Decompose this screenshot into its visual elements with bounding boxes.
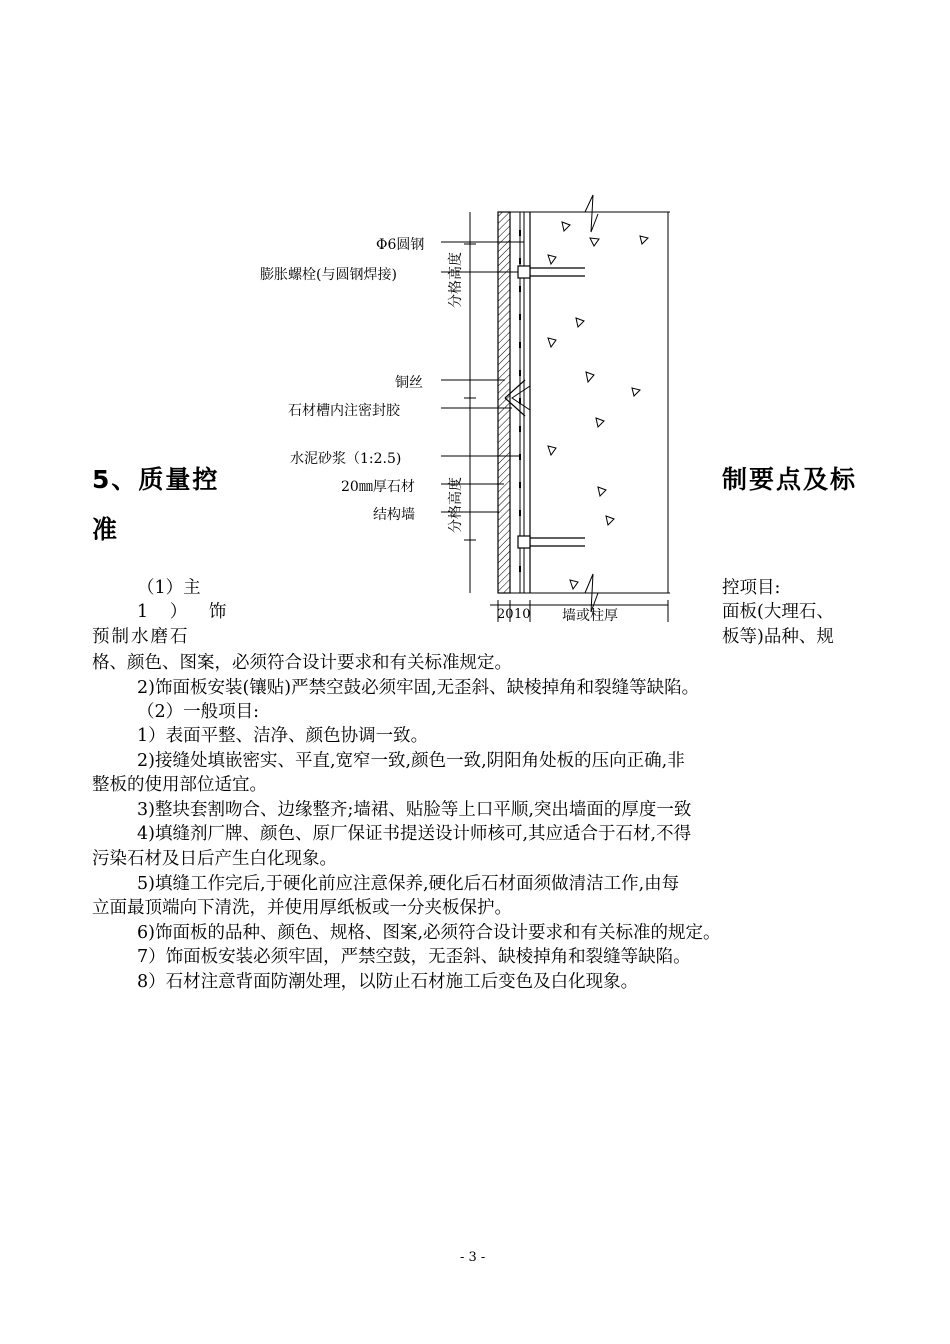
stone-cladding-section-diagram [0,0,950,640]
section-heading-right: 制要点及标 [722,465,858,494]
item1-right: 面板(大理石、 [722,602,834,622]
text-line: 污染石材及日后产生白化现象。 [92,849,337,869]
text-line: 2)饰面板安装(镶贴)严禁空鼓必须牢固,无歪斜、缺棱掉角和裂缝等缺陷。 [137,678,700,698]
text-line: 8）石材注意背面防潮处理，以防止石材施工后变色及白化现象。 [137,972,639,992]
item1b-left: 预制水磨石 [92,627,190,647]
text-line: 1）表面平整、洁净、颜色协调一致。 [137,726,429,746]
page-number: - 3 - [460,1250,486,1265]
text-line: （2）一般项目: [137,702,260,722]
main-items-left: （1）主 [137,578,201,598]
text-line: 4)填缝剂厂牌、颜色、原厂保证书提送设计师核可,其应适合于石材,不得 [137,824,692,844]
dimension-10: 10 [514,607,531,622]
text-line: 2)接缝处填嵌密实、平直,宽窄一致,颜色一致,阴阳角处板的压向正确,非 [137,751,685,771]
dimension-wall-label: 墙或柱厚 [562,608,618,624]
text-line: 立面最顶端向下清洗，并使用厚纸板或一分夹板保护。 [92,898,512,918]
section-heading-left: 5、质量控 [92,465,220,494]
text-line: 7）饰面板安装必须牢固，严禁空鼓，无歪斜、缺棱掉角和裂缝等缺陷。 [137,947,691,967]
label-wire: 铜丝 [395,375,423,391]
dimension-lower-label: 分格高度 [448,477,464,533]
dimension-20: 20 [497,607,514,622]
label-sealant: 石材槽内注密封胶 [288,403,400,419]
text-line: 整板的使用部位适宜。 [92,775,267,795]
label-mortar: 水泥砂浆（1:2.5) [290,451,402,467]
item1-left: 1 ） 饰 [137,602,235,622]
section-heading-continued: 准 [92,515,120,544]
label-bolt: 膨胀螺栓(与圆钢焊接) [260,267,397,283]
text-line: 3)整块套割吻合、边缘整齐;墙裙、贴脸等上口平顺,突出墙面的厚度一致 [137,800,692,820]
label-stone: 20㎜厚石材 [341,479,415,495]
label-wall: 结构墙 [373,507,415,523]
dimension-upper-label: 分格高度 [448,252,464,308]
text-line: 格、颜色、图案，必须符合设计要求和有关标准规定。 [92,653,512,673]
item1b-right: 板等)品种、规 [722,627,834,647]
text-line: 5)填缝工作完后,于硬化前应注意保养,硬化后石材面须做清洁工作,由每 [137,874,680,894]
main-items-right: 控项目: [722,578,781,598]
text-line: 6)饰面板的品种、颜色、规格、图案,必须符合设计要求和有关标准的规定。 [137,923,721,943]
label-rod: Φ6圆钢 [376,237,425,253]
